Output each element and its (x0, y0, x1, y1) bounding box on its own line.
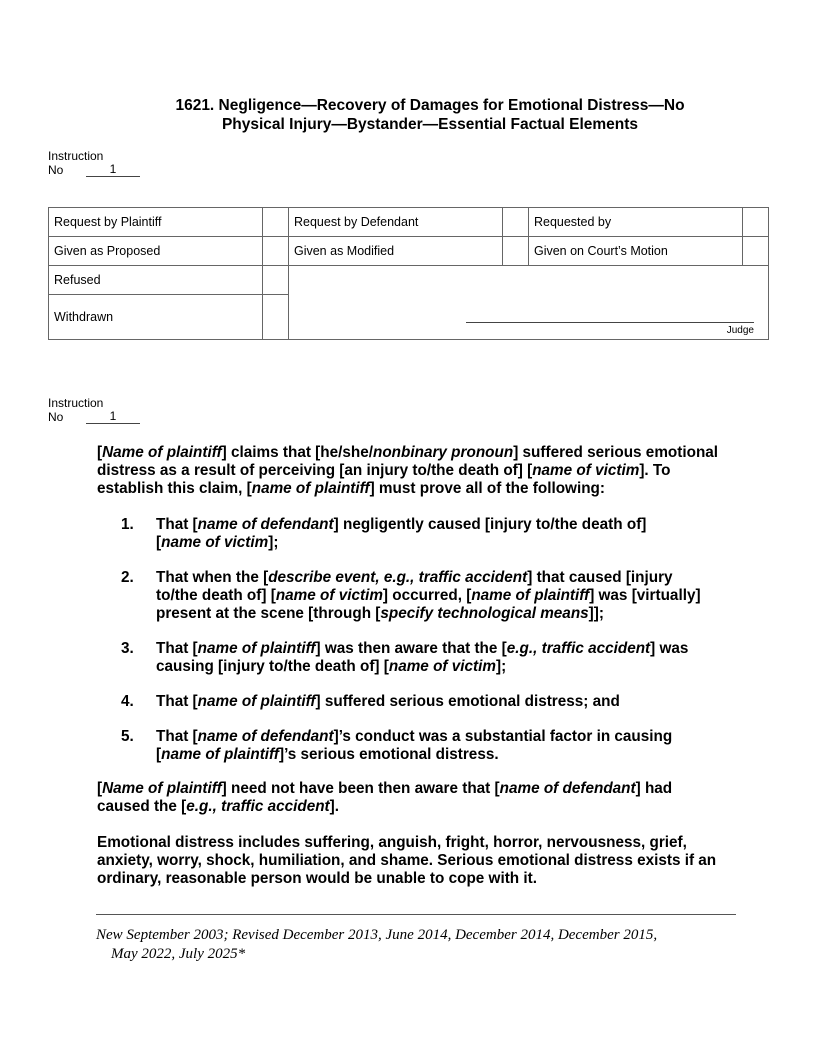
given-on-courts-motion-box[interactable] (743, 237, 769, 266)
text: ] suffered serious emotional distress; and (315, 693, 620, 710)
requested-by-label: Requested by (528, 208, 742, 237)
instruction-number-value: 1 (86, 410, 140, 424)
placeholder-text: name of plaintiff (197, 693, 316, 710)
history-line-1: New September 2003; Revised December 2013, June 2014, December 2014, December 2015, (96, 927, 658, 943)
placeholder-text: describe event, e.g., traffic accident (268, 569, 528, 586)
no-label: No (48, 163, 64, 177)
placeholder-text: name of victim (532, 462, 640, 479)
request-by-plaintiff-box[interactable] (263, 208, 289, 237)
placeholder-text: name of victim (388, 658, 496, 675)
placeholder-text: e.g., traffic accident (506, 640, 651, 657)
awareness-paragraph (97, 780, 717, 816)
request-status-table (48, 207, 769, 340)
text: ] negligently caused [injury to/the death of] [ (156, 516, 647, 551)
text: ]; (495, 658, 507, 675)
request-by-defendant-label: Request by Defendant (288, 208, 502, 237)
text: [ (97, 780, 103, 797)
refused-box[interactable] (263, 266, 289, 295)
withdrawn-label: Withdrawn (49, 295, 263, 340)
placeholder-text: nonbinary pronoun (372, 444, 514, 461)
text: That [ (156, 516, 198, 533)
requested-by-box[interactable] (743, 208, 769, 237)
given-as-modified-box[interactable] (503, 237, 529, 266)
placeholder-text: specify technological means (380, 605, 589, 622)
definition-text: Emotional distress includes suffering, anguish, fright, horror, nervousness, grief, anxiety, worry, shock, humiliation, and shame. Serious emotional distress exists if an ordinary, reasonable person would be unable to cope with it. (97, 834, 717, 887)
placeholder-text: e.g., traffic accident (186, 798, 330, 815)
history-line-2: May 2022, July 2025* (111, 946, 246, 962)
placeholder-text: name of defendant (197, 516, 334, 533)
text: That [ (156, 728, 198, 745)
item-number: 2. (121, 569, 134, 586)
placeholder-text: name of plaintiff (471, 587, 590, 604)
refused-label: Refused (49, 266, 263, 295)
text: ] must prove all of the following: (369, 480, 605, 497)
text: ] that caused [injury to/the death of] [ (156, 569, 673, 604)
text: That [ (156, 640, 198, 657)
text: ] occurred, [ (382, 587, 472, 604)
instruction-label: Instruction (48, 396, 104, 410)
judge-signature-line[interactable] (466, 322, 754, 323)
text: ] had caused the [ (97, 780, 673, 815)
given-as-modified-label: Given as Modified (288, 237, 502, 266)
title-line-1: 1621. Negligence—Recovery of Damages for Emotional Distress—No (175, 97, 685, 114)
text: ] was [virtually] present at the scene [through [ (156, 587, 701, 622)
title-line-2: Physical Injury—Bystander—Essential Factual Elements (221, 115, 639, 133)
item-number: 3. (121, 640, 134, 657)
text: ]. To establish this claim, [ (97, 462, 671, 497)
divider (96, 914, 736, 915)
placeholder-text: Name of plaintiff (102, 780, 222, 797)
text: That [ (156, 693, 198, 710)
placeholder-text: name of defendant (499, 780, 636, 797)
instruction-number-bottom (48, 396, 140, 424)
placeholder-text: name of victim (275, 587, 383, 604)
text: ]; (268, 534, 279, 551)
definition-paragraph (97, 834, 727, 888)
placeholder-text: Name of plaintiff (102, 444, 222, 461)
instruction-number-top (48, 149, 140, 177)
given-as-proposed-label: Given as Proposed (49, 237, 263, 266)
text: ] was then aware that the [ (315, 640, 507, 657)
judge-signature-area (288, 266, 768, 340)
item-number: 1. (121, 516, 134, 533)
placeholder-text: name of plaintiff (251, 480, 370, 497)
judge-label: Judge (726, 325, 754, 336)
instruction-title (120, 97, 740, 134)
text: ] need not have been then aware that [ (221, 780, 500, 797)
text: That when the [ (156, 569, 269, 586)
given-as-proposed-box[interactable] (263, 237, 289, 266)
request-by-defendant-box[interactable] (503, 208, 529, 237)
placeholder-text: name of defendant (197, 728, 334, 745)
request-by-plaintiff-label: Request by Plaintiff (49, 208, 263, 237)
instruction-number-value: 1 (86, 163, 140, 177)
withdrawn-box[interactable] (263, 295, 289, 340)
instruction-label: Instruction (48, 149, 104, 163)
item-number: 5. (121, 728, 134, 745)
given-on-courts-motion-label: Given on Court’s Motion (528, 237, 742, 266)
no-label: No (48, 410, 64, 424)
text: ] claims that [he/she/ (221, 444, 373, 461)
text: ]’s conduct was a substantial factor in causing [ (156, 728, 673, 763)
placeholder-text: name of victim (161, 534, 269, 551)
text: ] was causing [injury to/the death of] [ (156, 640, 689, 675)
revision-history (96, 926, 736, 964)
text: ] suffered serious emotional distress as a result of perceiving [an injury to/the death of] [ (97, 444, 719, 479)
item-number: 4. (121, 693, 134, 710)
intro-paragraph (97, 444, 727, 498)
placeholder-text: name of plaintiff (197, 640, 316, 657)
text: ]]; (588, 605, 604, 622)
text: ]’s serious emotional distress. (278, 746, 499, 763)
text: ]. (329, 798, 340, 815)
text: [ (97, 444, 103, 461)
placeholder-text: name of plaintiff (161, 746, 279, 763)
